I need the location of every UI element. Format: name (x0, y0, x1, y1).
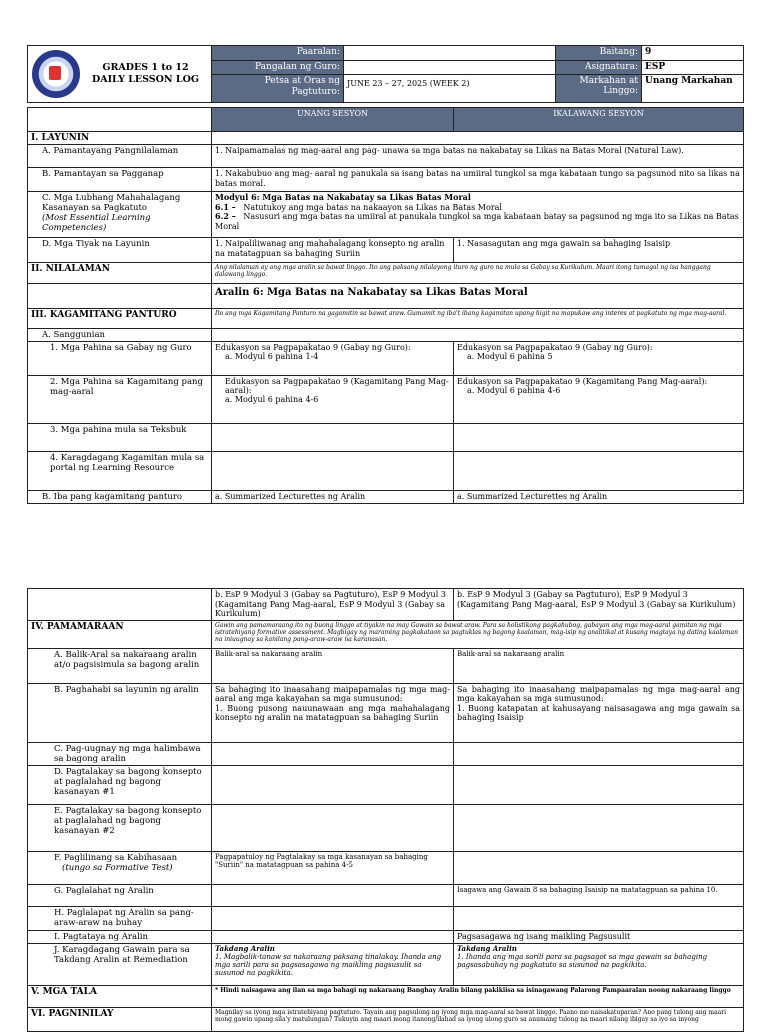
header-table (27, 45, 744, 103)
tiyak-na-layunin-s1: 1. Naipaliliwanag ang mahahalagang konsepto ng aralin na matatagpuan sa bahaging Suriin (212, 238, 454, 263)
melc-62: 6.2 – Nasusuri ang mga batas na umiiral at panukala tungkol sa mga kabataan batay sa pagsunod ng mga ito sa Likas na Batas Moral (215, 211, 739, 231)
pagtataya-s1[interactable] (212, 930, 454, 943)
pamantayan-sa-pagganap-value: 1. Nakabubuo ang mag- aaral ng panukala sa isang batas na umiiral tungkol sa mga kabataan tungo sa pagsunod nito sa likas na batas moral. (212, 168, 744, 192)
blank-corner (28, 108, 212, 132)
deped-seal-icon (32, 50, 80, 98)
mga-tala-value: * Hindi naisagawa ang ilan sa mga bahagi ng nakaraang Banghay Aralin bilang pakikiisa sa isinagawang Palarong Pampaaralan noong nakaraang linggo (212, 985, 744, 1007)
paghahabi-s1: Sa bahaging ito inaasahang maipapamalas ng mga mag-aaral ang mga kakayahan sa mga sumusunod: 1. Buong pusong nauunawaan ang mga mahahalagang konsepto ng aralin na matatagpuan sa bahaging Suriin (212, 683, 454, 742)
baitang-label: Baitang: (556, 46, 642, 61)
lesson-table-page2 (27, 588, 744, 1032)
melc-label-cell (28, 192, 212, 238)
kagamitang-pang-mag-aaral-label: 2. Mga Pahina sa Kagamitang pang mag-aaral (28, 376, 212, 424)
pagtalakay-1-s2[interactable] (454, 765, 744, 804)
iba-pang-kagamitan-s2: a. Summarized Lecturettes ng Aralin (454, 491, 744, 504)
kagamitang-pang-mag-aaral-s1: Edukasyon sa Pagpapakatao 9 (Kagamitang Pang Mag-aaral): a. Modyul 6 pahina 4-6 (212, 376, 454, 424)
markahan-label: Markahan at Linggo: (556, 75, 642, 103)
pagtataya-label: I. Pagtataya ng Aralin (28, 930, 212, 943)
pag-uugnay-s2[interactable] (454, 742, 744, 765)
header-title-line2: DAILY LESSON LOG (92, 74, 199, 85)
petsa-value[interactable]: JUNE 23 – 27, 2025 (WEEK 2) (344, 75, 556, 103)
aralin-title: Aralin 6: Mga Batas na Nakabatay sa Likas Batas Moral (212, 284, 744, 309)
pamamaraan-note: Gawin ang pamamaraang ito ng buong linggo at tiyakin na may Gawain sa bawat araw. Para sa holistikong pagkahubog, gabayan ang mga mag-aaral gamitan ng mga istratehiyang formative assessment. Magbigay ng maraming pagkakataon sa pagtuklas ng bagong kaalaman, mag-isip ng analitikal at kusang magtaya ng dating kaalaman na iniuugnay sa kanilang pang-araw-araw na karanasan. (212, 620, 744, 648)
pagtataya-s2: Pagsasagawa ng isang maikling Pagsusulit (454, 930, 744, 943)
pamantayan-sa-pagganap-label: B. Pamantayan sa Pagganap (28, 168, 212, 192)
iba-pang-kagamitan-b-s2: b. EsP 9 Modyul 3 (Gabay sa Pagtuturo), EsP 9 Modyul 3 (Kagamitang Pang Mag-aaral, EsP 9 Modyul 3 (Gabay sa Kurikulum) (454, 589, 744, 621)
pagninilay-title: VI. PAGNINILAY (28, 1007, 212, 1031)
teksbuk-s2[interactable] (454, 424, 744, 452)
paglilinang-s1: Pagpapatuloy ng Pagtalakay sa mga kasanayan sa bahaging "Suriin" na matatagpuan sa pahina 4-5 (212, 851, 454, 884)
paglilinang-label-cell (28, 851, 212, 884)
paaralan-value[interactable] (344, 46, 556, 61)
paglalahat-label: G. Paglalahat ng Aralin (28, 884, 212, 906)
iba-pang-kagamitan-b-s1: b. EsP 9 Modyul 3 (Gabay sa Pagtuturo), EsP 9 Modyul 3 (Kagamitang Pang Mag-aaral, EsP 9 Modyul 3 (Gabay sa Kurikulum) (212, 589, 454, 621)
gabay-ng-guro-s2: Edukasyon sa Pagpapakatao 9 (Gabay ng Guro): a. Modyul 6 pahina 5 (454, 342, 744, 376)
paglilinang-s2[interactable] (454, 851, 744, 884)
paglalapat-s1[interactable] (212, 906, 454, 930)
balik-aral-label: A. Balik-Aral sa nakaraang aralin at/o pagsisimula sa bagong aralin (28, 648, 212, 683)
paglalahat-s2: Isagawa ang Gawain 8 sa bahaging Isaisip na matatagpuan sa pahina 10. (454, 884, 744, 906)
melc-module-title: Modyul 6: Mga Batas na Nakabatay sa Likas Batas Moral (215, 192, 471, 202)
markahan-value[interactable]: Unang Markahan (642, 75, 744, 103)
pagtalakay-1-label: D. Pagtalakay sa bagong konsepto at paglalahad ng bagong kasanayan #1 (28, 765, 212, 804)
paghahabi-label: B. Paghahabi sa layunin ng aralin (28, 683, 212, 742)
takdang-aralin-label: J. Karagdagang Gawain para sa Takdang Aralin at Remediation (28, 943, 212, 985)
melc-value (212, 192, 744, 238)
iba-pang-kagamitan-label: B. Iba pang kagamitang panturo (28, 491, 212, 504)
sanggunian-label: A. Sanggunian (28, 329, 212, 342)
header-title-line1: GRADES 1 to 12 (102, 62, 189, 73)
layunin-title: I. LAYUNIN (28, 132, 212, 145)
gabay-ng-guro-s1: Edukasyon sa Pagpapakatao 9 (Gabay ng Guro): a. Modyul 6 pahina 1-4 (212, 342, 454, 376)
tiyak-na-layunin-label: D. Mga Tiyak na Layunin (28, 238, 212, 263)
takdang-aralin-s2: Takdang Aralin 1. Ihanda ang mga sarili para sa pagsagot sa mga gawain sa bahaging pagsasabuhay ng pagkatuto sa susunod na pagkikita. (454, 943, 744, 985)
melc-label: C. Mga Lubhang Mahahalagang Kasanayan sa Pagkatuto (42, 193, 181, 213)
paaralan-label: Paaralan: (212, 46, 344, 61)
kagamitan-note: Ito ang mga Kagamitang Panturo na gagamitin sa bawat araw. Gumamit ng iba't ibang kagamitan upang higit na mapukaw ang interes at pagkatuto ng mga mag-aaral. (212, 309, 744, 329)
kagamitan-title: III. KAGAMITANG PANTURO (28, 309, 212, 329)
guro-value[interactable] (344, 60, 556, 75)
learning-resource-label: 4. Karagdagang Kagamitan mula sa portal ng Learning Resource (28, 452, 212, 491)
balik-aral-s1: Balik-aral sa nakaraang aralin (212, 648, 454, 683)
paglilinang-label: F. Paglilinang sa Kabihasaan (54, 852, 178, 863)
nilalaman-note: Ang nilalaman ay ang mga aralin sa bawat linggo. Ito ang paksang nilalayong ituro ng guro na mula sa Gabay sa Kurikulum. Maari itong tumagal ng isa hanggang dalawang linggo. (212, 263, 744, 284)
lesson-table-page1 (27, 107, 744, 504)
petsa-label: Petsa at Oras ng Pagtuturo: (212, 75, 344, 103)
learning-resource-s1[interactable] (212, 452, 454, 491)
nilalaman-title: II. NILALAMAN (28, 263, 212, 284)
pamamaraan-title: IV. PAMAMARAAN (28, 620, 212, 648)
pagtalakay-1-s1[interactable] (212, 765, 454, 804)
asignatura-label: Asignatura: (556, 60, 642, 75)
session2-header: IKALAWANG SESYON (454, 108, 744, 132)
pag-uugnay-s1[interactable] (212, 742, 454, 765)
teksbuk-s1[interactable] (212, 424, 454, 452)
pamantayang-pangnilalaman-value: 1. Naipamamalas ng mag-aaral ang pag- unawa sa mga batas na nakabatay sa Likas na Batas Moral (Natural Law). (212, 145, 744, 168)
baitang-value[interactable]: 9 (642, 46, 744, 61)
paglalahat-s1[interactable] (212, 884, 454, 906)
pagtalakay-2-s2[interactable] (454, 804, 744, 851)
paglalapat-s2[interactable] (454, 906, 744, 930)
gabay-ng-guro-label: 1. Mga Pahina sa Gabay ng Guro (28, 342, 212, 376)
asignatura-value[interactable]: ESP (642, 60, 744, 75)
tiyak-na-layunin-s2: 1. Nasasagutan ang mga gawain sa bahaging Isaisip (454, 238, 744, 263)
learning-resource-s2[interactable] (454, 452, 744, 491)
pagtalakay-2-label: E. Pagtalakay sa bagong konsepto at paglalahad ng bagong kasanayan #2 (28, 804, 212, 851)
balik-aral-s2: Balik-aral sa nakaraang aralin (454, 648, 744, 683)
melc-61: 6.1 – Natutukoy ang mga batas na nakaayon sa Likas na Batas Moral (215, 201, 502, 212)
iba-pang-kagamitan-s1: a. Summarized Lecturettes ng Aralin (212, 491, 454, 504)
kagamitang-pang-mag-aaral-s2: Edukasyon sa Pagpapakatao 9 (Kagamitang Pang Mag-aaral): a. Modyul 6 pahina 4-6 (454, 376, 744, 424)
teksbuk-label: 3. Mga pahina mula sa Teksbuk (28, 424, 212, 452)
pagninilay-value: Magnilay sa iyong mga istratehiyang pagtuturo. Tayain ang pagsulong ng iyong mga mag-aaral sa bawat linggo. Paano mo naisakatuparan? Ano pang tulong ang maari mong gawin upang sila'y matulungan? Tukuyin ang maari mong itanong/ilahad sa iyong ulong guro sa anumang tulong na maari nilang ibigay sa iyo sa inyong (212, 1007, 744, 1031)
session1-header: UNANG SESYON (212, 108, 454, 132)
pag-uugnay-label: C. Pag-uugnay ng mga halimbawa sa bagong aralin (28, 742, 212, 765)
paghahabi-s2: Sa bahaging ito inaasahang maipapamalas ng mga mag-aaral ang mga kakayahan sa mga sumusunod: 1. Buong katapatan at kahusayang naisasagawa ang mga gawain sa bahaging Isaisip (454, 683, 744, 742)
takdang-aralin-s1: Takdang Aralin 1. Magbalik-tanaw sa nakaraang paksang tinalakay. Ihanda ang mga sarili para sa pagsasagawa ng maikling pagsusulit sa susunod na pagkikita. (212, 943, 454, 985)
guro-label: Pangalan ng Guro: (212, 60, 344, 75)
pagtalakay-2-s1[interactable] (212, 804, 454, 851)
paglilinang-note: (tungo sa Formative Test) (62, 862, 173, 873)
melc-note: (Most Essential Learning Competencies) (42, 213, 151, 233)
paglalapat-label: H. Paglalapat ng Aralin sa pang-araw-araw na buhay (28, 906, 212, 930)
mga-tala-title: V. MGA TALA (28, 985, 212, 1007)
pamantayang-pangnilalaman-label: A. Pamantayang Pangnilalaman (28, 145, 212, 168)
header-logo-cell (28, 46, 212, 103)
